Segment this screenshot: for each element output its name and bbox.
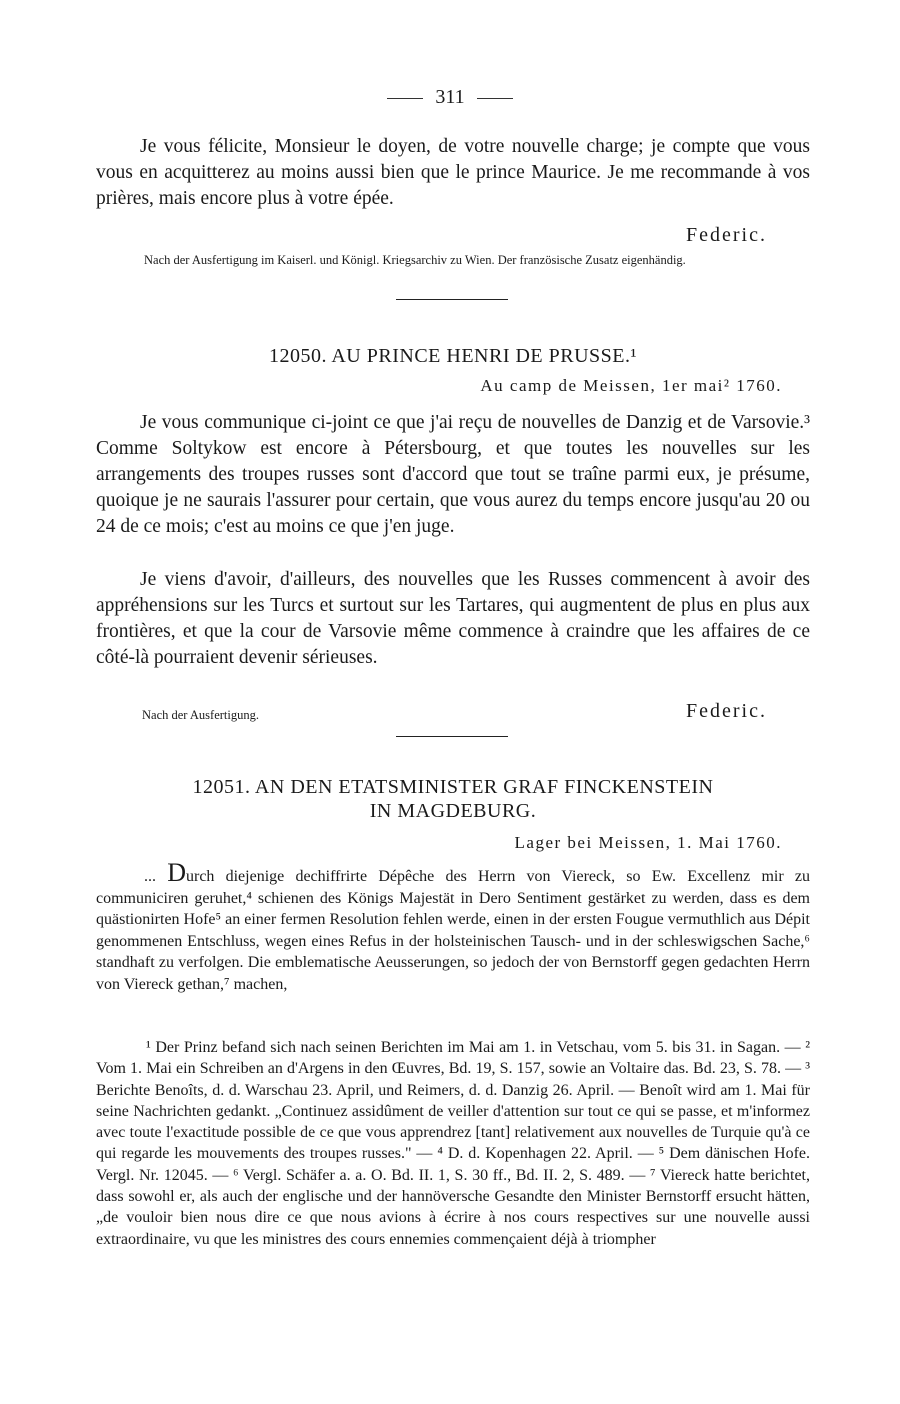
page-number-line [0,86,900,109]
letter-12050-heading: 12050. AU PRINCE HENRI DE PRUSSE.¹ [268,345,638,367]
top-letter-source-note: Nach der Ausfertigung im Kaiserl. und Königl. Kriegsarchiv zu Wien. Der französische Zusatz eigenhändig. [144,253,686,267]
letter-12050-source-note: Nach der Ausfertigung. [142,708,259,722]
page-number-rule-left [387,98,423,99]
letter-12051-place-date: Lager bei Meissen, 1. Mai 1760. [514,833,782,852]
letter-12051-body-lead: ... [144,868,168,885]
page-number-rule-right [477,98,513,99]
letter-12051-heading-line-2: IN MAGDEBURG. [369,800,537,822]
footnotes: ¹ Der Prinz befand sich nach seinen Berichten im Mai am 1. in Vetschau, vom 5. bis 31. in Sagan. — ² Vom 1. Mai ein Schreiben an d'Argens in den Œuvres, Bd. 19, S. 157, sowie an Voltaire das. Bd. 23, S. 78. — ³ Berichte Benoîts, d. d. Warschau 23. April, und Reimers, d. d. Danzig 26. April. — Benoît wird am 1. Mai für seine Nachrichten gedankt. „Continuez assidûment de veiller d'attention sur tout ce qui se passe, et m'informez avec toute l'exactitude possible de ce que vous apprendrez [tant] relativement aux nouvelles de Turquie qu'à ce qui regarde les mouvements des troupes russes." — ⁴ D. d. Kopenhagen 22. April. — ⁵ Dem dänischen Hofe. Vergl. Nr. 12045. — ⁶ Vergl. Schäfer a. a. O. Bd. II. 1, S. 30 ff., Bd. II. 2, S. 489. — ⁷ Viereck hatte berichtet, dass sowohl er, als auch der englische und der hannöversche Gesandte den Minister Bernstorff ersucht hätten, „de vouloir bien nous dire ce que nous avions à écrire à nos cours respectives sur une nouvelle aussi extraordinaire, vu que les ministres des cours ennemies commençaient déjà à triompher [96,1039,810,1248]
letter-12050-paragraph-2: Je viens d'avoir, d'ailleurs, des nouvelles que les Russes commencent à avoir des appréhensions sur les Turcs et surtout sur les Tartares, qui augmentent de plus en plus aux frontières, et que la cour de Varsovie même commence à craindre que les affaires de ce côté-là pourraient devenir sérieuses. [96,569,810,668]
letter-12051-body [96,858,811,996]
separator-rule-1 [396,299,508,300]
letter-12050-paragraph-1: Je vous communique ci-joint ce que j'ai reçu de nouvelles de Danzig et de Varsovie.³ Comme Soltykow est encore à Pétersbourg, et que toutes les nouvelles sur les arrangements des troupes russes sont d'accord que tout se traîne parmi eux, je présume, quoique je ne saurais l'assurer pour certain, que vous aurez du temps encore jusqu'au 20 ou 24 de ce mois; c'est au moins ce que j'en juge. [96,412,810,537]
top-letter-paragraph: Je vous félicite, Monsieur le doyen, de votre nouvelle charge; je compte que vous vous en acquitterez au moins aussi bien que le prince Maurice. Je me recommande à vos prières, mais encore plus à votre épée. [96,136,810,209]
letter-12051-heading-line-1: 12051. AN DEN ETATSMINISTER GRAF FINCKENSTEIN [192,776,714,798]
page-number: 311 [435,86,465,108]
letter-12050-place-date: Au camp de Meissen, 1er mai² 1760. [480,376,782,395]
top-letter-signature: Federic. [686,224,767,246]
separator-rule-2 [396,736,508,737]
letter-12051-initial: D [167,858,186,887]
letter-12050-signature: Federic. [686,700,767,722]
letter-12051-body-text: urch diejenige dechiffrirte Dépêche des Herrn von Viereck, so Ew. Excellenz mir zu communiciren geruhet,⁴ schienen des Königs Majestät in Dero Sentiment gestärket zu werden, dass es dem quästionirten Hofe⁵ an einer fermen Resolution fehlen werde, einen in der ersten Fougue vermuthlich aus Dépit genommenen Entschluss, wegen eines Refus in der holsteinischen Tausch- und in der schleswigschen Sache,⁶ standhaft zu verfolgen. Die emblematische Aeusserungen, so jedoch der von Bernstorff gegen gedachten Herrn von Viereck gethan,⁷ machen, [96,868,811,993]
